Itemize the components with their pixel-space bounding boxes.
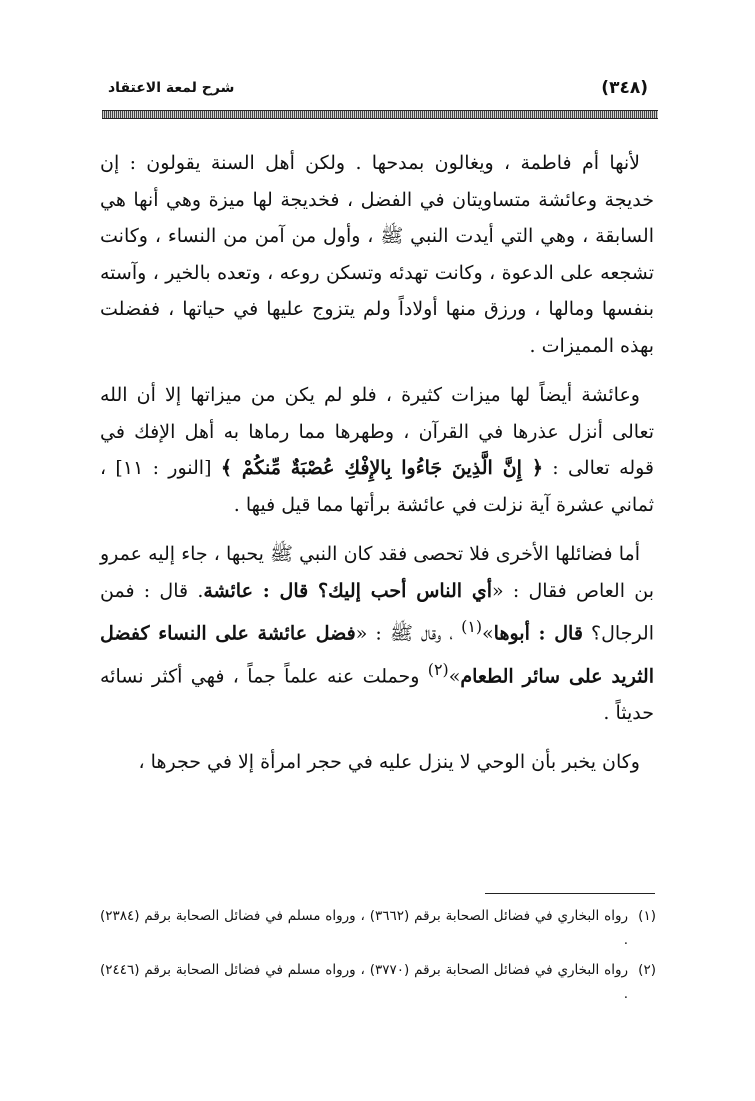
footnote-1: [100, 904, 656, 952]
footnote-1-text: رواه البخاري في فضائل الصحابة برقم (٣٦٦٢) ، ورواه مسلم في فضائل الصحابة برقم (٢٣٨٤) .: [100, 908, 628, 948]
footnote-2-number: (٢): [638, 962, 656, 978]
page-header: [104, 78, 652, 100]
paragraph-3-part1: أما فضائلها الأخرى فلا تحصى فقد كان النبي ﷺ يحبها ، جاء إليه عمرو بن العاص فقال : «: [100, 543, 654, 602]
paragraph-3-part4: ، وقال ﷺ : «: [355, 622, 462, 645]
hadith-quote-3: فضل عائشة على النساء كفضل الثريد على سائر الطعام: [100, 622, 654, 688]
footnotes: [100, 904, 656, 1012]
quran-verse: ﴿ إِنَّ الَّذِينَ جَاءُوا بِالإِفْكِ عُصْبَةٌ مِّنكُمْ ﴾: [220, 457, 543, 479]
running-title: شرح لمعة الاعتقاد: [108, 80, 235, 96]
footnote-1-number: (١): [638, 908, 656, 924]
footnote-separator: [485, 893, 655, 894]
main-text: [100, 145, 654, 794]
paragraph-3-part5: »: [448, 665, 461, 688]
paragraph-4-text: وكان يخبر بأن الوحي لا ينزل عليه في حجر امرأة إلا في حجرها ،: [138, 751, 640, 774]
footnote-2: [100, 958, 656, 1006]
hadith-quote-1: أي الناس أحب إليك؟ قال : عائشة: [203, 579, 492, 602]
header-rule: [102, 110, 658, 119]
paragraph-2-part2: [النور : ١١] ، ثماني عشرة آية نزلت في عائشة برأتها مما قيل فيها .: [100, 457, 654, 516]
footnote-2-text: رواه البخاري في فضائل الصحابة برقم (٣٧٧٠) ، ورواه مسلم في فضائل الصحابة برقم (٢٤٤٦) .: [100, 962, 628, 1002]
footnote-ref-2[interactable]: (٢): [427, 659, 449, 679]
footnote-ref-1[interactable]: (١): [461, 617, 483, 636]
paragraph-3: [100, 536, 654, 731]
paragraph-3-part6: وحملت عنه علماً جماً ، فهي أكثر نسائه حديثاً .: [100, 665, 654, 724]
paragraph-4: [100, 744, 654, 781]
paragraph-1: [100, 145, 654, 364]
hadith-quote-2: قال : أبوها: [493, 622, 583, 645]
paragraph-2: [100, 377, 654, 523]
paragraph-3-part2: . قال : فمن الرجال؟: [100, 579, 654, 645]
paragraph-3-part3: »: [482, 622, 494, 645]
page-number: (٣٤٨): [601, 78, 648, 98]
paragraph-2-part1: وعائشة أيضاً لها ميزات كثيرة ، فلو لم يكن من ميزاتها إلا أن الله تعالى أنزل عذرها في القرآن ، وطهرها مما رماها به أهل الإفك في قوله تعالى :: [100, 384, 655, 479]
paragraph-1-text: لأنها أم فاطمة ، ويغالون بمدحها . ولكن أهل السنة يقولون : إن خديجة وعائشة متساويتان في الفضل ، فخديجة لها ميزة وهي أنها هي السابقة ، وهي التي أيدت النبي ﷺ ، وأول من آمن من النساء ، وكانت تشجعه على الدعوة ، وكانت تهدئه وتسكن روعه ، وتعده بالخير ، وآسته بنفسها ومالها ، ورزق منها أولاداً ولم يتزوج عليها في حياتها ، ففضلت بهذه المميزات .: [100, 152, 654, 357]
